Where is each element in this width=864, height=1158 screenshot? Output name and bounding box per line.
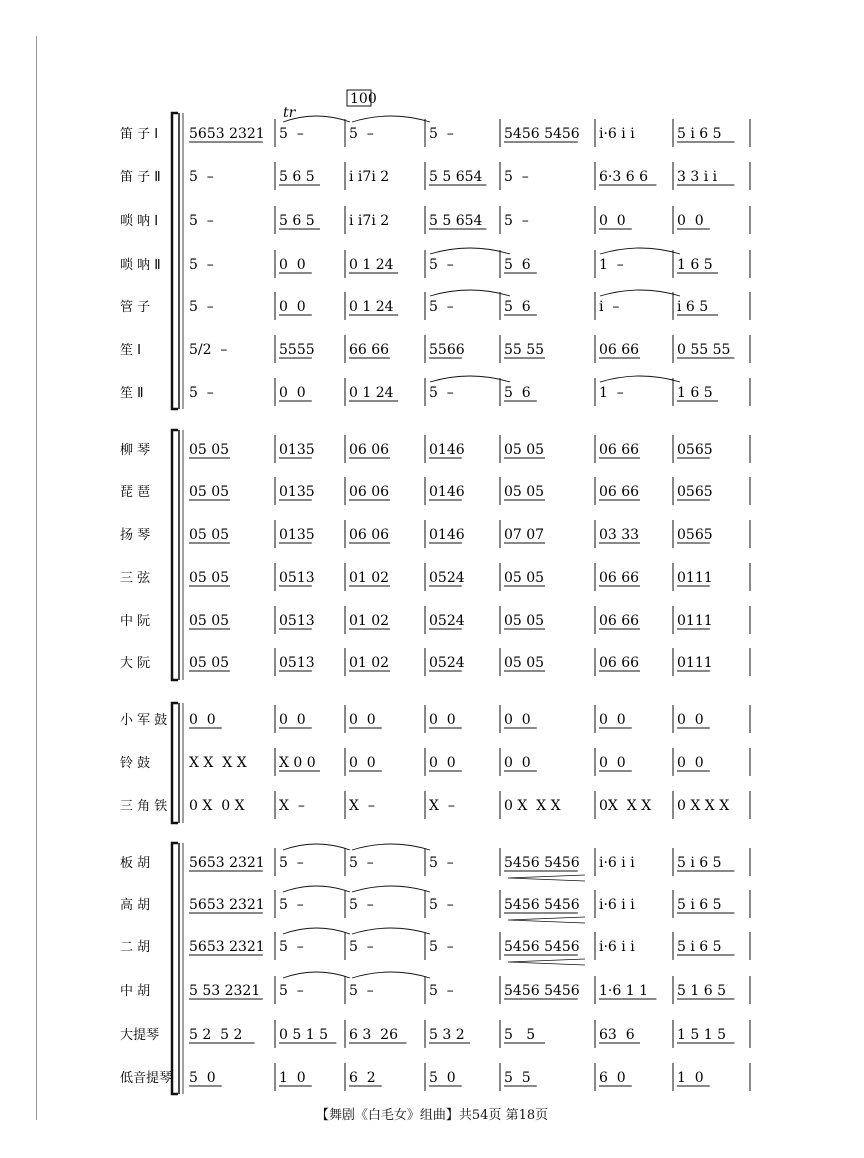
measure-notes: 5 – <box>429 257 454 273</box>
measure-notes: 5 – <box>429 126 454 142</box>
measure-notes: 0 0 <box>189 712 216 728</box>
measure-notes: i·6 i i <box>599 897 635 913</box>
measure-notes: 0 0 <box>279 299 306 315</box>
instrument-name: 小 军 鼓 <box>120 713 168 728</box>
measure-notes: 06 66 <box>599 655 640 671</box>
measure-notes: 5566 <box>429 342 465 358</box>
measure-notes: 5555 <box>279 342 315 358</box>
measure-notes: 5 0 <box>189 1070 216 1086</box>
measure-notes: 0 0 <box>677 213 704 229</box>
measure-notes: 5456 5456 <box>504 897 580 913</box>
measure-notes: 5456 5456 <box>504 939 580 955</box>
crescendo-hairpin <box>508 917 585 923</box>
measure-notes: 5 6 <box>504 257 531 273</box>
instrument-name: 低音提琴 <box>120 1071 173 1086</box>
measure-notes: i 6 5 <box>677 299 709 315</box>
measure-notes: 05 05 <box>189 442 230 458</box>
measure-notes: 06 06 <box>349 527 390 543</box>
measure-notes: 0 0 <box>279 385 306 401</box>
slur <box>283 928 350 934</box>
measure-notes: 5 – <box>349 897 374 913</box>
slur <box>352 972 430 978</box>
measure-notes: 05 05 <box>189 655 230 671</box>
measure-notes: 5 6 5 <box>279 169 315 185</box>
measure-notes: 5 i 6 5 <box>677 126 722 142</box>
measure-notes: 5 – <box>349 983 374 999</box>
measure-notes: 5 – <box>429 897 454 913</box>
measure-notes: 1 0 <box>677 1070 704 1086</box>
measure-notes: 0565 <box>677 442 713 458</box>
instrument-name: 唢 呐 Ⅱ <box>120 258 161 273</box>
measure-notes: 05 05 <box>504 484 545 500</box>
measure-notes: 0 5 1 5 <box>279 1027 328 1043</box>
measure-notes: 0 0 <box>429 755 456 771</box>
measure-notes: 0 X 0 X <box>189 798 245 814</box>
measure-notes: 0 0 <box>429 712 456 728</box>
measure-notes: 0 1 24 <box>349 385 394 401</box>
measure-notes: 0513 <box>279 613 315 629</box>
measure-notes: 5 5 654 <box>429 169 483 185</box>
measure-notes: 05 05 <box>189 484 230 500</box>
measure-notes: 5 – <box>279 897 304 913</box>
instrument-name: 高 胡 <box>120 898 151 913</box>
measure-notes: 0 X X X <box>677 798 730 814</box>
measure-notes: 5 – <box>504 169 529 185</box>
measure-notes: 01 02 <box>349 655 390 671</box>
measure-notes: 5 5 <box>504 1027 536 1043</box>
slur <box>430 290 510 296</box>
measure-notes: 01 02 <box>349 570 390 586</box>
measure-notes: 5456 5456 <box>504 855 580 871</box>
measure-notes: 0 0 <box>349 755 376 771</box>
measure-notes: 0 0 <box>504 755 531 771</box>
measure-notes: 5 3 2 <box>429 1027 465 1043</box>
measure-notes: i i7i 2 <box>349 213 390 229</box>
trill-mark: tr <box>283 105 296 121</box>
measure-notes: 0513 <box>279 570 315 586</box>
slur <box>352 928 430 934</box>
instrument-name: 铃 鼓 <box>120 756 151 771</box>
instrument-name: 大 阮 <box>120 656 151 671</box>
measure-notes: 0X X X <box>599 798 652 814</box>
measure-notes: 0 X X X <box>504 798 561 814</box>
instrument-name: 三 弦 <box>120 571 151 586</box>
measure-notes: 5653 2321 <box>189 897 265 913</box>
instrument-name: 笛 子 Ⅰ <box>120 127 159 142</box>
measure-notes: 0135 <box>279 442 315 458</box>
slur <box>283 844 350 850</box>
measure-notes: 0524 <box>429 570 465 586</box>
instrument-name: 笛 子 Ⅱ <box>120 170 161 185</box>
instrument-name: 唢 呐 Ⅰ <box>120 214 159 229</box>
instrument-name: 笙 Ⅱ <box>120 386 144 401</box>
measure-notes: 5 – <box>189 385 214 401</box>
measure-notes: 66 66 <box>349 342 390 358</box>
measure-notes: X 0 0 <box>279 755 316 771</box>
slur <box>430 248 510 254</box>
measure-notes: 0 0 <box>279 712 306 728</box>
measure-notes: 1 6 5 <box>677 385 713 401</box>
measure-notes: 5/2 – <box>189 342 228 358</box>
measure-notes: 0 1 24 <box>349 299 394 315</box>
measure-notes: 01 02 <box>349 613 390 629</box>
slur <box>430 376 510 382</box>
measure-notes: 0111 <box>677 570 713 586</box>
measure-notes: 1 6 5 <box>677 257 713 273</box>
measure-notes: 5 – <box>349 939 374 955</box>
measure-notes: 6·3 6 6 <box>599 169 648 185</box>
measure-notes: 06 06 <box>349 484 390 500</box>
measure-notes: 07 07 <box>504 527 545 543</box>
measure-notes: 5 – <box>189 213 214 229</box>
measure-notes: 5 – <box>349 855 374 871</box>
measure-notes: i·6 i i <box>599 126 635 142</box>
measure-notes: 5 53 2321 <box>189 983 261 999</box>
measure-notes: 0 0 <box>279 257 306 273</box>
slur <box>352 886 430 892</box>
measure-notes: 6 3 26 <box>349 1027 398 1043</box>
measure-notes: 1 5 1 5 <box>677 1027 726 1043</box>
measure-notes: 1 0 <box>279 1070 306 1086</box>
measure-notes: 0513 <box>279 655 315 671</box>
measure-notes: 0 0 <box>349 712 376 728</box>
instrument-name: 笙 Ⅰ <box>120 343 141 358</box>
measure-notes: 06 66 <box>599 570 640 586</box>
measure-notes: i·6 i i <box>599 855 635 871</box>
instrument-name: 柳 琴 <box>120 443 151 458</box>
measure-notes: 1·6 1 1 <box>599 983 648 999</box>
measure-notes: 5 6 <box>504 299 531 315</box>
measure-notes: 0524 <box>429 613 465 629</box>
measure-notes: 5 0 <box>429 1070 456 1086</box>
measure-notes: 3 3 i i <box>677 169 718 185</box>
measure-notes: 5 – <box>189 257 214 273</box>
group-bracket <box>172 113 178 409</box>
measure-notes: 05 05 <box>504 442 545 458</box>
measure-notes: 0135 <box>279 484 315 500</box>
measure-notes: 05 05 <box>189 570 230 586</box>
slur <box>283 886 350 892</box>
measure-notes: 0 55 55 <box>677 342 731 358</box>
measure-notes: 5 6 5 <box>279 213 315 229</box>
measure-notes: 0146 <box>429 484 465 500</box>
instrument-name: 二 胡 <box>120 940 151 955</box>
measure-notes: i – <box>599 299 620 315</box>
measure-notes: 0146 <box>429 442 465 458</box>
measure-notes: 5 – <box>189 169 214 185</box>
measure-notes: 5 2 5 2 <box>189 1027 243 1043</box>
measure-notes: 1 – <box>599 257 624 273</box>
measure-notes: 03 33 <box>599 527 640 543</box>
measure-notes: 5 – <box>429 983 454 999</box>
measure-notes: 5 – <box>279 126 304 142</box>
measure-notes: 0 0 <box>677 712 704 728</box>
instrument-name: 管 子 <box>120 300 151 315</box>
instrument-name: 琵 琶 <box>120 485 151 500</box>
rehearsal-mark: 100 <box>350 91 377 107</box>
measure-notes: X – <box>279 798 305 814</box>
measure-notes: 5 6 <box>504 385 531 401</box>
measure-notes: 5 – <box>189 299 214 315</box>
measure-notes: X – <box>429 798 455 814</box>
slur <box>283 972 350 978</box>
instrument-name: 扬 琴 <box>120 528 151 543</box>
measure-notes: 6 2 <box>349 1070 376 1086</box>
measure-notes: 5 i 6 5 <box>677 897 722 913</box>
measure-notes: 55 55 <box>504 342 545 358</box>
measure-notes: 0 0 <box>677 755 704 771</box>
measure-notes: 0111 <box>677 655 713 671</box>
measure-notes: 05 05 <box>504 570 545 586</box>
measure-notes: 06 66 <box>599 442 640 458</box>
measure-notes: 5 5 <box>504 1070 531 1086</box>
instrument-name: 大提琴 <box>120 1028 160 1043</box>
measure-notes: 5 – <box>429 299 454 315</box>
measure-notes: 5456 5456 <box>504 983 580 999</box>
measure-notes: 5 i 6 5 <box>677 855 722 871</box>
measure-notes: 5 1 6 5 <box>677 983 726 999</box>
instrument-name: 板 胡 <box>120 856 151 871</box>
measure-notes: 0524 <box>429 655 465 671</box>
slur <box>600 376 680 382</box>
measure-notes: X X X X <box>189 755 247 771</box>
measure-notes: 0146 <box>429 527 465 543</box>
measure-notes: 06 66 <box>599 484 640 500</box>
measure-notes: 5 – <box>429 385 454 401</box>
measure-notes: 05 05 <box>504 655 545 671</box>
crescendo-hairpin <box>508 959 585 965</box>
measure-notes: 5 – <box>279 939 304 955</box>
instrument-name: 中 胡 <box>120 984 151 999</box>
measure-notes: 0565 <box>677 527 713 543</box>
measure-notes: 06 66 <box>599 613 640 629</box>
measure-notes: 5653 2321 <box>189 855 265 871</box>
instrument-name: 三 角 铁 <box>120 799 168 814</box>
measure-notes: 5 i 6 5 <box>677 939 722 955</box>
measure-notes: 5653 2321 <box>189 939 265 955</box>
instrument-name: 中 阮 <box>120 614 151 629</box>
measure-notes: i·6 i i <box>599 939 635 955</box>
measure-notes: 5 – <box>429 939 454 955</box>
page-footer: 【舞剧《白毛女》组曲】共54页 第18页 <box>315 1108 549 1123</box>
measure-notes: 0 0 <box>599 213 626 229</box>
measure-notes: i i7i 2 <box>349 169 390 185</box>
measure-notes: 0135 <box>279 527 315 543</box>
measure-notes: 5 – <box>429 855 454 871</box>
group-bracket <box>172 430 178 680</box>
measure-notes: 05 05 <box>189 527 230 543</box>
measure-notes: 5 – <box>349 126 374 142</box>
crescendo-hairpin <box>508 875 585 881</box>
measure-notes: 0 0 <box>599 755 626 771</box>
measure-notes: 0 1 24 <box>349 257 394 273</box>
slur <box>600 290 680 296</box>
measure-notes: 0565 <box>677 484 713 500</box>
measure-notes: 63 6 <box>599 1027 635 1043</box>
measure-notes: 5 5 654 <box>429 213 483 229</box>
measure-notes: 06 06 <box>349 442 390 458</box>
measure-notes: 05 05 <box>504 613 545 629</box>
measure-notes: 0 0 <box>599 712 626 728</box>
measure-notes: 6 0 <box>599 1070 626 1086</box>
slur <box>600 248 680 254</box>
group-bracket <box>172 703 178 823</box>
measure-notes: 5653 2321 <box>189 126 265 142</box>
measure-notes: 06 66 <box>599 342 640 358</box>
measure-notes: 5 – <box>279 983 304 999</box>
measure-notes: X – <box>349 798 375 814</box>
measure-notes: 0 0 <box>504 712 531 728</box>
slur <box>352 844 430 850</box>
measure-notes: 0111 <box>677 613 713 629</box>
group-bracket <box>172 843 178 1094</box>
slur <box>352 116 430 122</box>
measure-notes: 05 05 <box>189 613 230 629</box>
measure-notes: 5 – <box>504 213 529 229</box>
measure-notes: 1 – <box>599 385 624 401</box>
measure-notes: 5 – <box>279 855 304 871</box>
measure-notes: 5456 5456 <box>504 126 580 142</box>
